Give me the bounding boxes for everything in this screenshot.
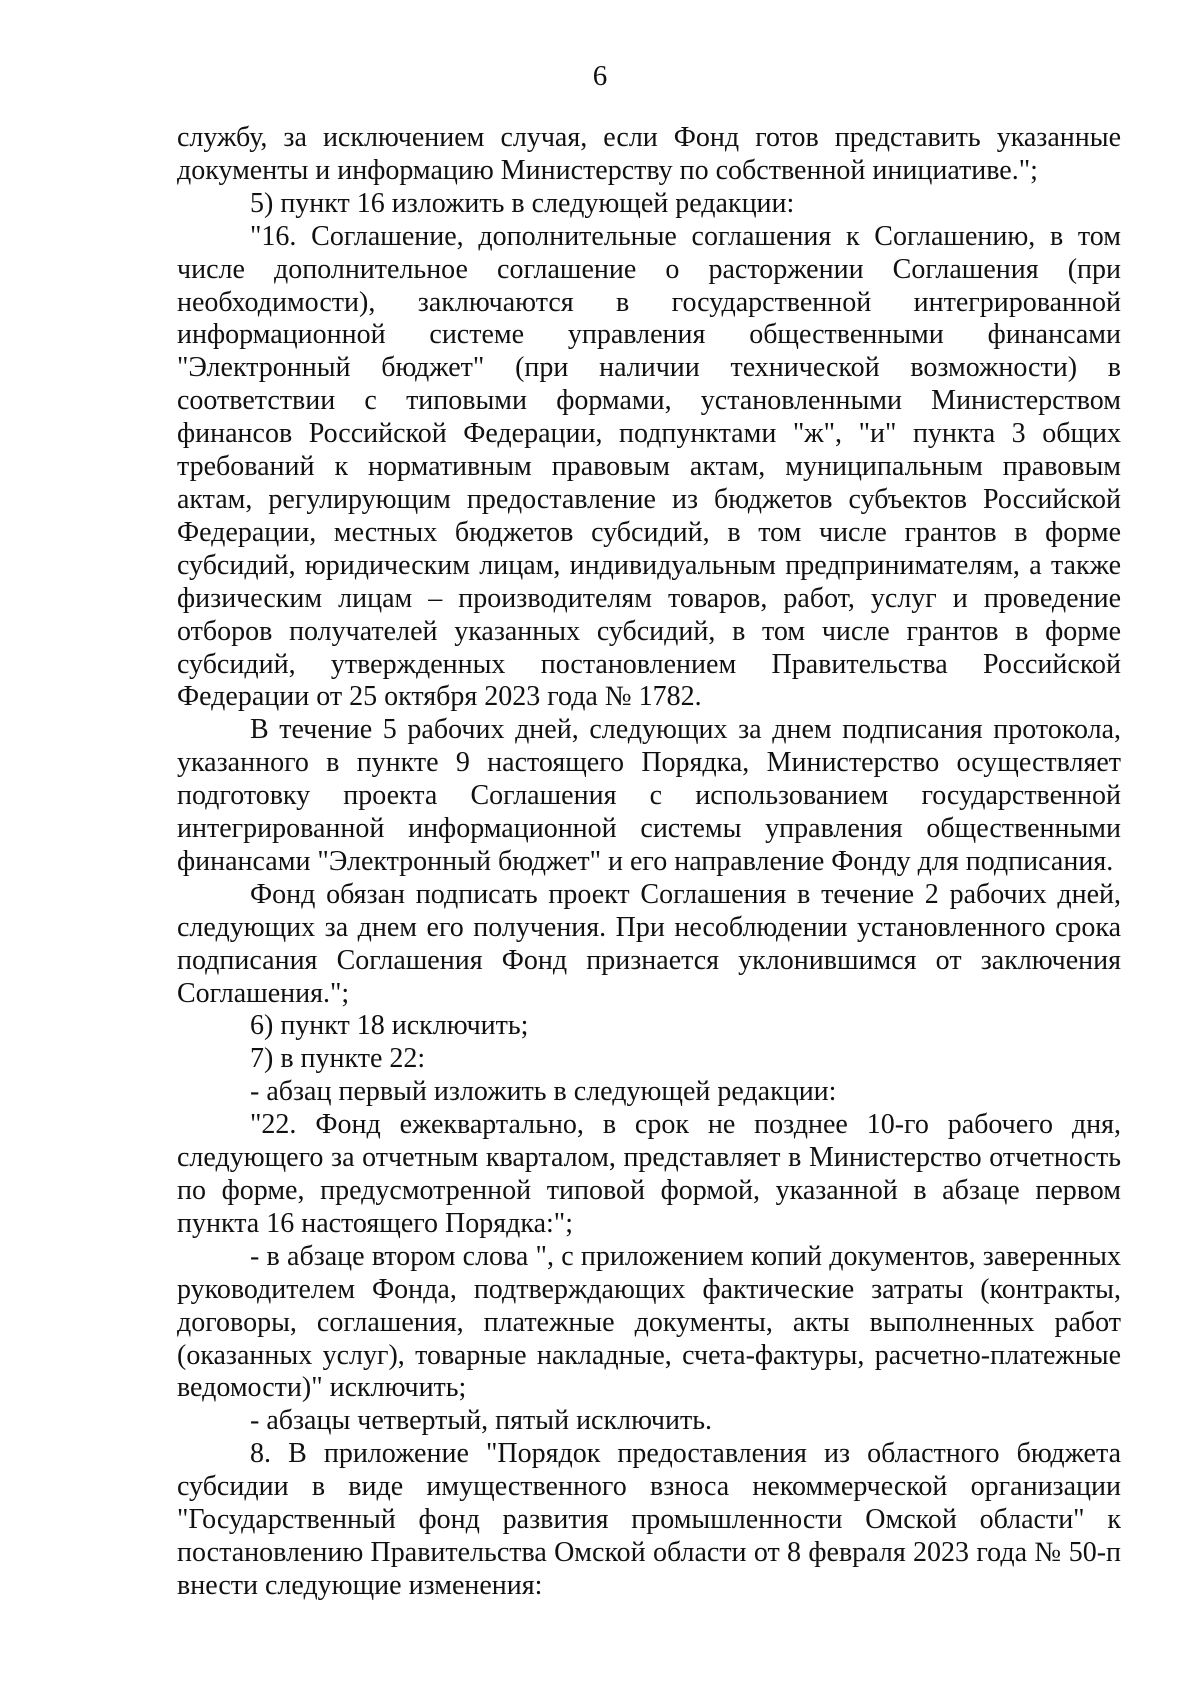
paragraph-first-abzac: - абзац первый изложить в следующей редакции: [250, 1076, 837, 1108]
page-number: 6 [592, 60, 608, 92]
paragraph-item-8: 8. В приложение "Порядок предоставления из областного бюджета субсидии в виде имущественного взноса некоммерческой организации "Государственный фонд развития промышленности Омской области" к постановлению Правительства Омской области от 8 февраля 2023 года № 50-п внести следующие изменения: [177, 1438, 1121, 1601]
paragraph-item-6: 6) пункт 18 исключить; [250, 1010, 529, 1042]
paragraph-item-5: 5) пункт 16 изложить в следующей редакции: [250, 187, 795, 219]
paragraph-continuation: службу, за исключением случая, если Фонд готов представить указанные документы и информацию Министерству по собственной инициативе."; [177, 122, 1121, 186]
paragraph-item-7: 7) в пункте 22: [250, 1043, 426, 1075]
paragraph-fourth-fifth-abzac: - абзацы четвертый, пятый исключить. [250, 1405, 712, 1437]
paragraph-clause-16: "16. Соглашение, дополнительные соглашения к Соглашению, в том числе дополнительное соглашение о расторжении Соглашения (при необходимости), заключаются в государственной интегрированной информационной системе управления общественными финансами "Электронный бюджет" (при наличии технической возможности) в соответствии с типовыми формами, установленными Министерством финансов Российской Федерации, подпунктами "ж", "и" пункта 3 общих требований к нормативным правовым актам, муниципальным правовым актам, регулирующим предоставление из бюджетов субъектов Российской Федерации, местных бюджетов субсидий, в том числе грантов в форме субсидий, юридическим лицам, индивидуальным предпринимателям, а также физическим лицам – производителям товаров, работ, услуг и проведение отборов получателей указанных субсидий, в том числе грантов в форме субсидий, утвержденных постановлением Правительства Российской Федерации от 25 октября 2023 года № 1782. [177, 220, 1121, 713]
document-body [177, 122, 1121, 1603]
paragraph-agreement-preparation: В течение 5 рабочих дней, следующих за днем подписания протокола, указанного в пункте 9 настоящего Порядка, Министерство осуществляет подготовку проекта Соглашения с использованием государственной интегрированной информационной системы управления общественными финансами "Электронный бюджет" и его направление Фонду для подписания. [177, 714, 1121, 877]
paragraph-second-abzac: - в абзаце втором слова ", с приложением копий документов, заверенных руководителем Фонда, подтверждающих фактические затраты (контракты, договоры, соглашения, платежные документы, акты выполненных работ (оказанных услуг), товарные накладные, счета-фактуры, расчетно-платежные ведомости)" исключить; [177, 1240, 1121, 1404]
paragraph-clause-22: "22. Фонд ежеквартально, в срок не позднее 10-го рабочего дня, следующего за отчетным кварталом, представляет в Министерство отчетность по форме, предусмотренной типовой формой, указанной в абзаце первом пункта 16 настоящего Порядка:"; [177, 1109, 1121, 1239]
paragraph-agreement-signing: Фонд обязан подписать проект Соглашения в течение 2 рабочих дней, следующих за днем его получения. При несоблюдении установленного срока подписания Соглашения Фонд признается уклонившимся от заключения Соглашения."; [177, 878, 1121, 1009]
